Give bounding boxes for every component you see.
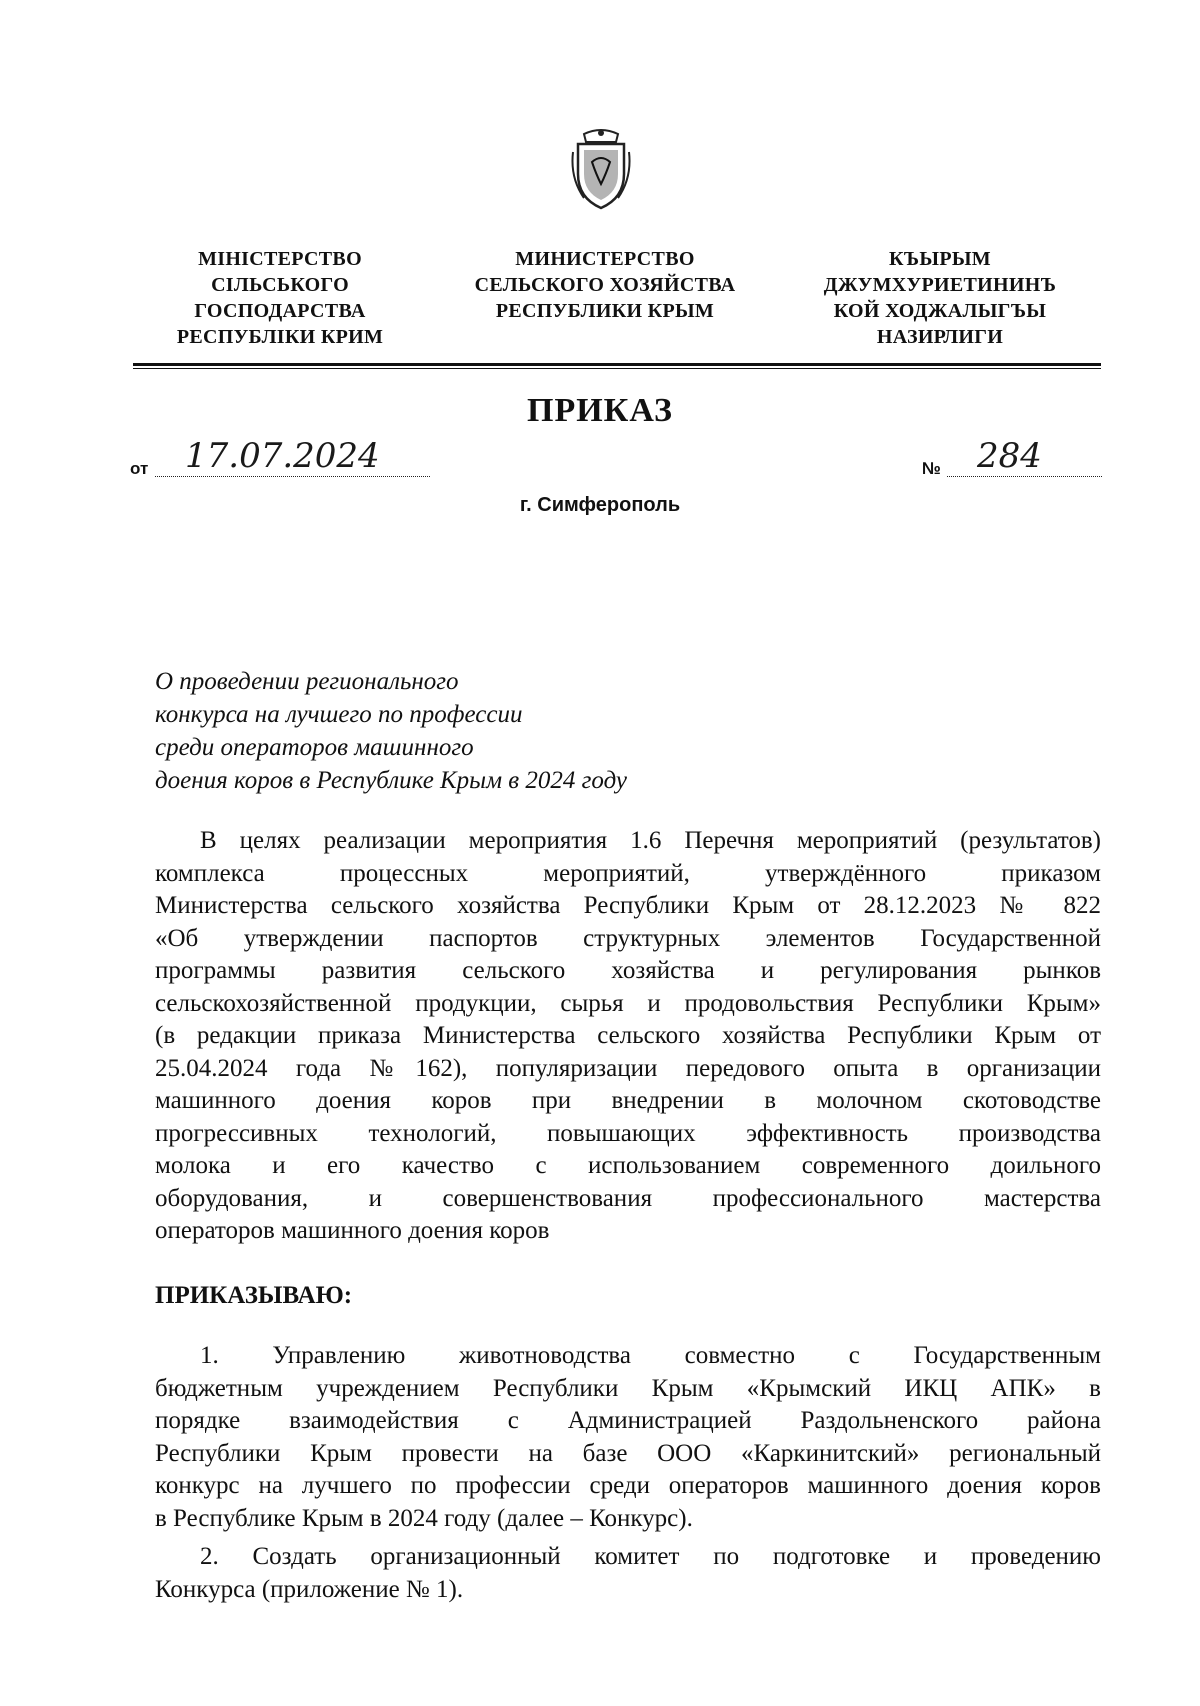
- preamble-line: (в редакции приказа Министерства сельского хозяйства Республики Крым от: [155, 1022, 1101, 1049]
- preamble-line: операторов машинного доения коров: [155, 1217, 550, 1244]
- number-handwritten: 284: [947, 436, 1102, 477]
- subject-line: доения коров в Республике Крым в 2024 году: [155, 767, 627, 794]
- city: г. Симферополь: [519, 494, 681, 516]
- preamble-line: машинного доения коров при внедрении в молочном скотоводстве: [155, 1087, 1101, 1114]
- subject-line: конкурса на лучшего по профессии: [155, 701, 523, 728]
- preamble-line: прогрессивных технологий, повышающих эффективность производства: [155, 1119, 1101, 1147]
- header-line: МІНІСТЕРСТВО: [198, 248, 362, 270]
- item-line: Конкурса (приложение № 1).: [155, 1575, 464, 1603]
- item-line: бюджетным учреждением Республики Крым «Крымский ИКЦ АПК» в: [155, 1374, 1101, 1402]
- order-keyword: ПРИКАЗЫВАЮ:: [155, 1282, 353, 1309]
- header-line: РЕСПУБЛІКИ КРИМ: [176, 326, 384, 348]
- item-line: в Республике Крым в 2024 году (далее – Конкурс).: [155, 1504, 693, 1532]
- header-line: СІЛЬСЬКОГО: [211, 274, 349, 296]
- preamble-line: молока и его качество с использованием современного доильного: [155, 1152, 1101, 1179]
- preamble-line: комплекса процессных мероприятий, утверждённого приказом: [155, 859, 1101, 887]
- number-label: №: [922, 459, 941, 478]
- item-line: конкурс на лучшего по профессии среди операторов машинного доения коров: [155, 1472, 1101, 1499]
- preamble-line: оборудования, и совершенствования профессионального мастерства: [155, 1184, 1101, 1212]
- item-line: порядке взаимодействия с Администрацией Раздольненского района: [155, 1407, 1101, 1434]
- document-title: ПРИКАЗ: [527, 392, 673, 429]
- preamble-line: сельскохозяйственной продукции, сырья и продовольствия Республики Крым»: [155, 989, 1101, 1017]
- order-items: [155, 1340, 1101, 1606]
- preamble-line: Министерства сельского хозяйства Республики Крым от 28.12.2023 № 822: [155, 892, 1101, 919]
- coat-of-arms-emblem: [570, 128, 632, 212]
- header-ministry-russian: [440, 246, 770, 324]
- header-line: ДЖУМХУРИЕТИНИНЪ: [823, 274, 1057, 296]
- date-label: от: [130, 459, 149, 478]
- preamble-paragraph: [155, 825, 1101, 1248]
- preamble-line: 25.04.2024 года №162), популяризации передового опыта в организации: [155, 1054, 1101, 1082]
- header-line: РЕСПУБЛИКИ КРЫМ: [495, 300, 715, 322]
- header-ministry-ukrainian: [140, 246, 420, 350]
- order-item-1: [155, 1340, 1101, 1535]
- header-line: МИНИСТЕРСТВО: [515, 248, 695, 270]
- item-line: 2. Создать организационный комитет по подготовке и проведению: [200, 1543, 1101, 1570]
- preamble-line: В целях реализации мероприятия 1.6 Перечня мероприятий (результатов): [200, 827, 1101, 854]
- order-subject: [155, 665, 627, 797]
- preamble-line: программы развития сельского хозяйства и регулирования рынков: [155, 957, 1101, 984]
- header-line: НАЗИРЛИГИ: [876, 326, 1004, 348]
- header-line: ГОСПОДАРСТВА: [194, 300, 366, 322]
- item-line: 1. Управлению животноводства совместно с Государственным: [200, 1342, 1101, 1369]
- item-line: Республики Крым провести на базе ООО «Каркинитский» региональный: [155, 1439, 1101, 1467]
- header-line: КОЙ ХОДЖАЛЫГЪЫ: [833, 300, 1047, 322]
- subject-line: О проведении регионального: [155, 668, 459, 695]
- subject-line: среди операторов машинного: [155, 734, 474, 761]
- header-divider: [133, 363, 1101, 366]
- header-line: КЪЫРЫМ: [889, 248, 991, 270]
- header-ministry-crimean-tatar: [790, 246, 1090, 350]
- order-item-2: [155, 1541, 1101, 1606]
- date-handwritten: 17.07.2024: [155, 436, 430, 477]
- header-line: СЕЛЬСКОГО ХОЗЯЙСТВА: [474, 274, 736, 296]
- header-divider-thin: [133, 368, 1101, 369]
- preamble-line: «Об утверждении паспортов структурных элементов Государственной: [155, 924, 1101, 952]
